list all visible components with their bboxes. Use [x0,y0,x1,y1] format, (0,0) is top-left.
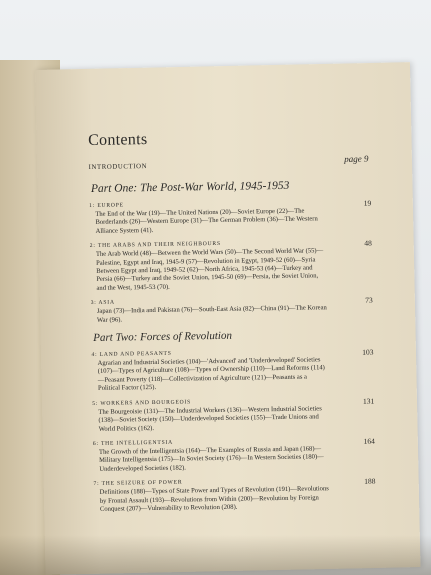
contents-page [88,128,376,522]
section-page: 188 [364,476,376,486]
part-one-heading: Part One: The Post-War World, 1945-1953 [90,179,290,195]
section-seizure-of-power [93,476,376,514]
section-entries: Definitions (188)—Types of State Power and Types of Revolution (191)—Revolutions by Frontal Assault (193)—Revolutions from Within (200)—Revolution by Foreign Conquest (207)—Vulnerability to Revolution (208). [99,485,329,513]
introduction-label: INTRODUCTION [88,163,148,171]
section-heading: 3: ASIA [90,299,115,307]
section-entries: Japan (73)—India and Pakistan (76)—South-East Asia (82)—China (91)—The Korean War (96). [96,304,327,324]
section-heading: 2: THE ARABS AND THEIR NEIGHBOURS [89,241,221,250]
section-entries: Agrarian and Industrial Societies (104)—'Advanced' and 'Underdeveloped' Societies (107)—Types of Agriculture (108)—Types of Ownership (110)—Land Reforms (114)—Peasant Poverty (118)—Collectivization of Agriculture (121)—Peasants as a Political Factor (125). [97,356,325,393]
section-entries: The Bourgeoisie (131)—The Industrial Workers (136)—Western Industrial Societies (138)—Soviet Society (150)—Underdeveloped Societies (155)—Trade Unions and World Politics (162). [98,405,322,433]
section-heading: 1: EUROPE [89,202,124,209]
section-intelligentsia [92,436,375,474]
section-page: 131 [362,396,375,406]
page-title: Contents [88,131,148,149]
section-heading: 4: LAND AND PEASANTS [91,350,172,359]
section-land-peasants [91,347,374,394]
section-workers-bourgeois [92,396,375,433]
section-heading: 6: THE INTELLIGENTSIA [92,439,174,447]
section-arabs [89,238,372,293]
section-asia [90,295,373,325]
section-heading: 5: WORKERS AND BOURGEOIS [92,399,192,407]
section-europe [89,198,372,236]
section-entries: The Arab World (48)—Between the World Wars (50)—The Second World War (55)—Palestine, Egypt and Iraq, 1945-9 (57)—Revolution in Egypt, 1949-52 (60)—Syria Between Egypt and Iraq, 1949-52 (62)—North Africa, 1945-53 (64)—Turkey and Persia (66)—Turkey and the Soviet Union, 1945-50 (69)—Persia, the Soviet Union, and the West, 1945-53 (70). [95,247,324,292]
section-page: 164 [363,436,375,446]
section-entries: The Growth of the Intelligentsia (164)—The Examples of Russia and Japan (168)—Military Intelligentsia (175)—In Soviet Society (176)—In Western Societies (180)—Underdeveloped Societies (182). [98,445,324,473]
introduction-row [88,153,369,171]
introduction-page: page 9 [344,153,369,164]
section-page: 103 [362,347,374,357]
bottom-shadow [0,535,431,575]
section-heading: 7: THE SEIZURE OF POWER [93,479,183,488]
section-page: 73 [365,295,373,305]
section-page: 19 [363,198,372,208]
section-entries: The End of the War (19)—The United Nations (20)—Soviet Europe (22)—The Borderlands (26)—Western Europe (31)—The German Problem (36)—The Western Alliance System (41). [95,207,318,235]
section-page: 48 [364,238,372,248]
part-two-heading: Part Two: Forces of Revolution [93,329,233,345]
